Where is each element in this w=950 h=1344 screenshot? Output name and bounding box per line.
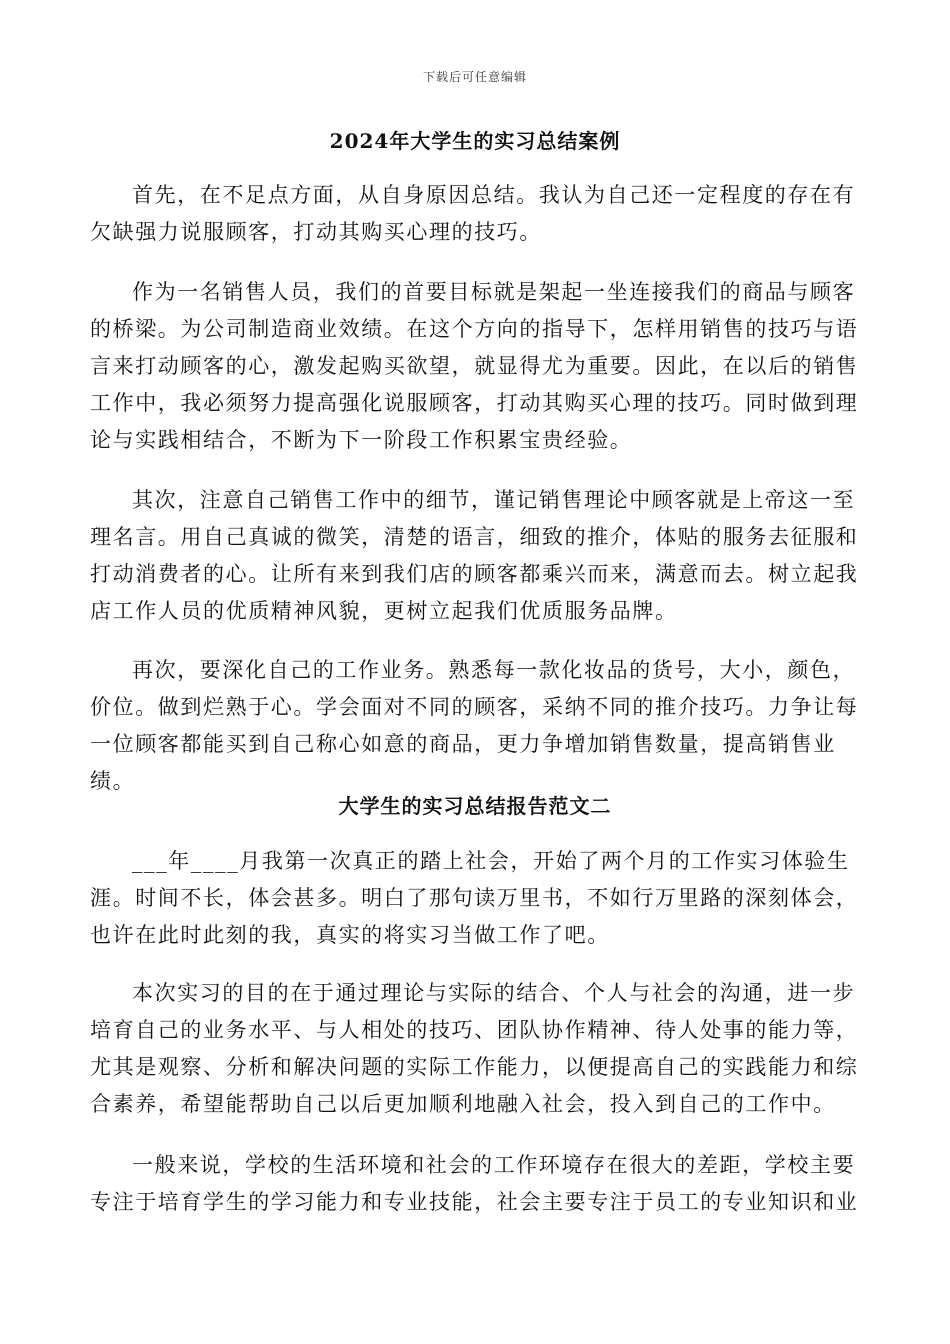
paragraph-1: 首先，在不足点方面，从自身原因总结。我认为自己还一定程度的存在有欠缺强力说服顾客，打动其购买心理的技巧。 [90, 183, 856, 244]
paragraph-6: 本次实习的目的在于通过理论与实际的结合、个人与社会的沟通，进一步培育自己的业务水平、与人相处的技巧、团队协作精神、待人处事的能力等，尤其是观察、分析和解决问题的实际工作能力，以便提高自己的实践能力和综合素养，希望能帮助自己以后更加顺利地融入社会，投入到自己的工作中。 [90, 981, 859, 1116]
paragraph-7: 一般来说，学校的生活环境和社会的工作环境存在很大的差距，学校主要专注于培育学生的学习能力和专业技能，社会主要专注于员工的专业知识和业 [90, 1153, 859, 1214]
section-title: 大学生的实习总结报告范文二 [338, 794, 612, 818]
paragraph-2: 作为一名销售人员，我们的首要目标就是架起一坐连接我们的商品与顾客的桥梁。为公司制造商业效绩。在这个方向的指导下，怎样用销售的技巧与语言来打动顾客的心，激发起购买欲望，就显得尤为重要。因此，在以后的销售工作中，我必须努力提高强化说服顾客，打动其购买心理的技巧。同时做到理论与实践相结合，不断为下一阶段工作积累宝贵经验。 [90, 280, 859, 452]
header-note: 下载后可任意编辑 [422, 70, 527, 84]
document-title: 2024年大学生的实习总结案例 [329, 129, 621, 153]
paragraph-5: ___年____月我第一次真正的踏上社会，开始了两个月的工作实习体验生涯。时间不长，体会甚多。明白了那句读万里书，不如行万里路的深刻体会，也许在此时此刻的我，真实的将实习当做工作了吧。 [90, 849, 859, 947]
paragraph-3: 其次，注意自己销售工作中的细节，谨记销售理论中顾客就是上帝这一至理名言。用自己真诚的微笑，清楚的语言，细致的推介，体贴的服务去征服和打动消费者的心。让所有来到我们店的顾客都乘兴而来，满意而去。树立起我店工作人员的优质精神风貌，更树立起我们优质服务品牌。 [90, 488, 859, 623]
paragraph-4: 再次，要深化自己的工作业务。熟悉每一款化妆品的货号，大小，颜色，价位。做到烂熟于心。学会面对不同的顾客，采纳不同的推介技巧。力争让每一位顾客都能买到自己称心如意的商品，更力争增加销售数量，提高销售业绩。 [90, 658, 859, 793]
